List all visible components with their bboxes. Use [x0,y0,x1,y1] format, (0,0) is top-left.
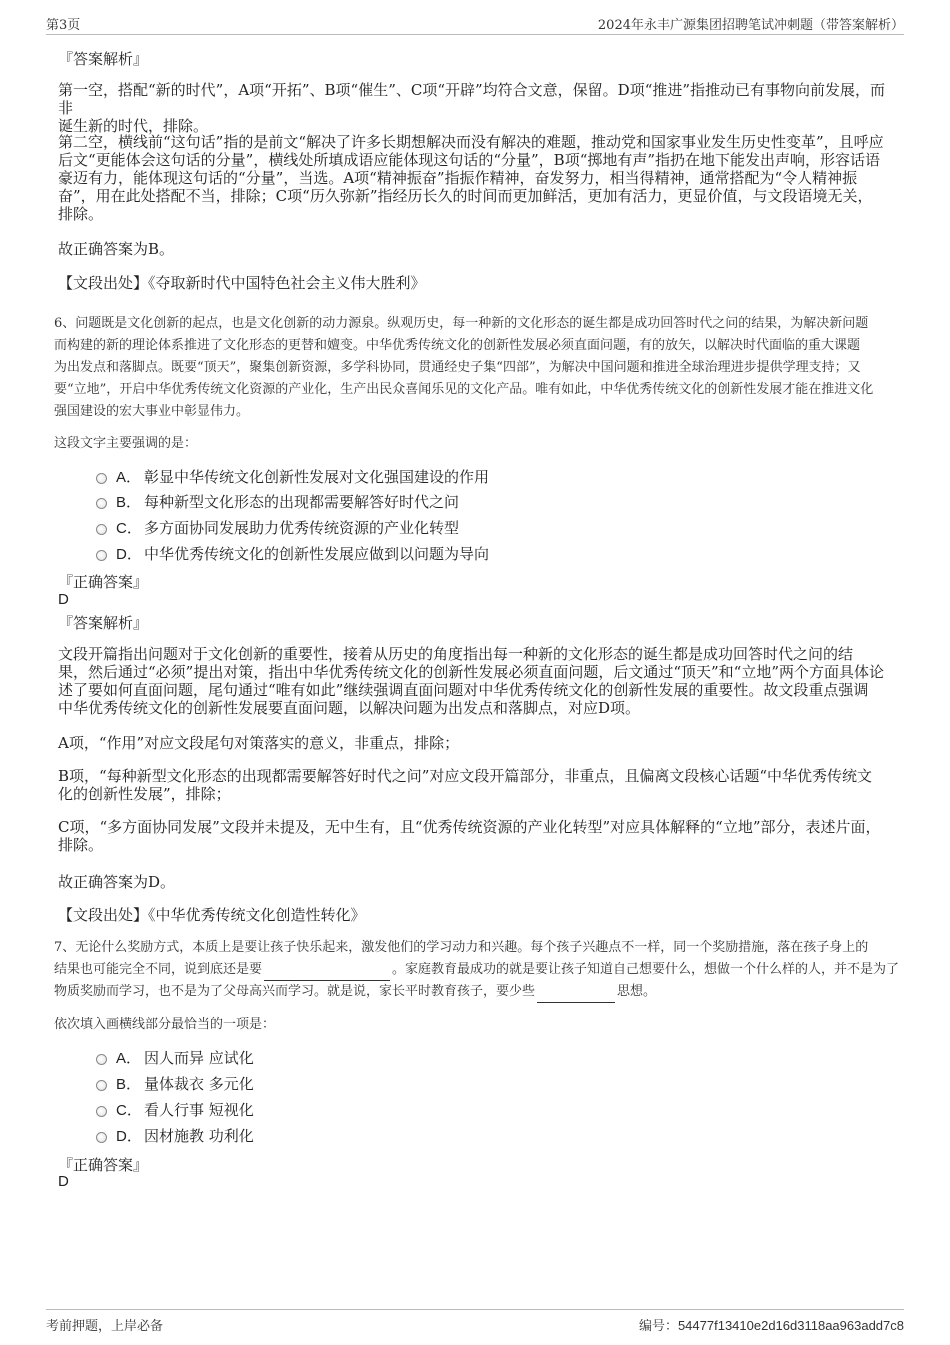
q6-analysis-p1 [58,645,894,717]
document-title: 2024年永丰广源集团招聘笔试冲刺题（带答案解析） [597,18,904,33]
q6-question-text [54,313,900,423]
option-text: 因材施教 功利化 [144,1126,254,1145]
q6-source: 【文段出处】《中华优秀传统文化创造性转化》 [58,906,366,924]
q6-option-d[interactable] [96,543,489,563]
option-letter: B． [116,1075,142,1093]
option-text: 彰显中华传统文化创新性发展对文化强国建设的作用 [144,467,490,486]
text-line: 述了要如何直面问题，尾句通过“唯有如此”继续强调直面问题对中华优秀传统文化的创新性发展的重要性。故文段重点强调 [58,681,869,699]
text-line: 强国建设的宏大事业中彰显伟力。 [54,404,250,419]
text-line: 化的创新性发展”，排除； [58,785,231,803]
q7-option-d[interactable] [96,1125,254,1145]
radio-button-icon[interactable] [96,473,107,484]
radio-button-icon[interactable] [96,1080,107,1091]
option-text: 量体裁衣 多元化 [144,1074,254,1093]
option-letter: C． [116,519,142,537]
radio-button-icon[interactable] [96,498,107,509]
option-text: 每种新型文化形态的出现都需要解答好时代之问 [144,492,460,511]
radio-button-icon[interactable] [96,524,107,535]
q5-conclusion: 故正确答案为B。 [58,240,175,258]
option-letter: A． [116,468,142,486]
text-line: C项，“多方面协同发展”文段并未提及，无中生有，且“优秀传统资源的产业化转型”对应具体解释的“立地”部分，表述片面， [58,818,881,836]
option-letter: D． [116,1127,142,1145]
text-line: 诞生新的时代，排除。 [58,117,209,135]
q6-conclusion: 故正确答案为D。 [58,873,176,891]
text-line: 7、无论什么奖励方式，本质上是要让孩子快乐起来，激发他们的学习动力和兴趣。每个孩子兴趣点不一样，同一个奖励措施，落在孩子身上的 [54,940,869,955]
option-letter: B． [116,493,142,511]
option-letter: D． [116,545,142,563]
text-line: 第一空，搭配“新的时代”，A项“开拓”、B项“催生”、C项“开辟”均符合文意，保留。D项“推进”指推动已有事物向前发展，而非 [58,81,886,117]
q5-source: 【文段出处】《夺取新时代中国特色社会主义伟大胜利》 [58,274,426,292]
text-segment: 。家庭教育最成功的就是要让孩子知道自己想要什么，想做一个什么样的人，并不是为了 [392,962,900,977]
option-text: 看人行事 短视化 [144,1100,254,1119]
q5-analysis-label: 『答案解析』 [58,50,149,68]
text-line: B项，“每种新型文化形态的出现都需要解答好时代之问”对应文段开篇部分，非重点，且偏离文段核心话题“中华优秀传统文 [58,767,873,785]
footer-code: 编号：54477f13410e2d16d3118aa963add7c8 [638,1318,904,1333]
page-number: 第3页 [46,18,81,33]
text-segment: 思想。 [617,984,657,999]
q5-analysis-p2 [58,133,894,223]
text-line: 排除。 [58,205,104,223]
q7-option-c[interactable] [96,1099,254,1119]
q6-answer: D [58,591,69,608]
fill-blank-1 [264,966,390,981]
option-text: 多方面协同发展助力优秀传统资源的产业化转型 [144,518,460,537]
q6-analysis-p4 [58,818,894,854]
text-line: 豪迈有力，能体现这句话的“分量”，当选。A项“精神振奋”指振作精神，奋发努力，相当得精神，通常搭配为“令人精神振 [58,169,858,187]
q6-option-c[interactable] [96,517,459,537]
text-line: 排除。 [58,836,104,854]
page-footer [46,1309,904,1334]
text-line: 中华优秀传统文化的创新性发展要直面问题，以解决问题为出发点和落脚点，对应D项。 [58,699,641,717]
q7-answer-label: 『正确答案』 [58,1156,149,1174]
option-text: 中华优秀传统文化的创新性发展应做到以问题为导向 [144,544,490,563]
q6-analysis-p3 [58,767,894,803]
radio-button-icon[interactable] [96,1054,107,1065]
text-line: 要“立地”，开启中华优秀传统文化资源的产业化，生产出民众喜闻乐见的文化产品。唯有如此，中华优秀传统文化的创新性发展才能在推进文化 [54,382,874,397]
q6-prompt: 这段文字主要强调的是： [54,436,198,451]
q7-prompt: 依次填入画横线部分最恰当的一项是： [54,1017,276,1032]
fill-blank-2 [537,988,615,1003]
text-line: 后文“更能体会这句话的分量”，横线处所填成语应能体现这句话的“分量”，B项“掷地有声”指扔在地下能发出声响，形容话语 [58,151,881,169]
q6-answer-label: 『正确答案』 [58,573,149,591]
q7-option-b[interactable] [96,1073,254,1093]
q7-question-text [54,937,900,1003]
text-line: 第二空，横线前“这句话”指的是前文“解决了许多长期想解决而没有解决的难题，推动党和国家事业发生历史性变革”，且呼应 [58,133,884,151]
radio-button-icon[interactable] [96,550,107,561]
q6-analysis-p2: A项，“作用”对应文段尾句对策落实的意义，非重点，排除； [58,734,460,752]
option-letter: A． [116,1049,142,1067]
text-segment: 物质奖励而学习，也不是为了父母高兴而学习。就是说，家长平时教育孩子，要少些 [54,984,536,999]
q5-analysis-p1 [58,81,894,135]
option-letter: C． [116,1101,142,1119]
radio-button-icon[interactable] [96,1106,107,1117]
text-line: 而构建的新的理论体系推进了文化形态的更替和嬗变。中华优秀传统文化的创新性发展必须直面问题，有的放矢，以解决时代面临的重大课题 [54,338,861,353]
text-line: 果，然后通过“必须”提出对策，指出中华优秀传统文化的创新性发展必须直面问题，后文通过“顶天”和“立地”两个方面具体论 [58,663,885,681]
q6-analysis-label: 『答案解析』 [58,614,149,632]
text-line [54,981,900,1003]
radio-button-icon[interactable] [96,1132,107,1143]
q6-option-a[interactable] [96,466,489,486]
option-text: 因人而异 应试化 [144,1048,254,1067]
q7-answer: D [58,1173,69,1190]
page-header [46,12,904,35]
text-line [54,959,900,981]
text-line: 6、问题既是文化创新的起点，也是文化创新的动力源泉。纵观历史，每一种新的文化形态的诞生都是成功回答时代之问的结果，为解决新问题 [54,316,869,331]
footer-slogan: 考前押题，上岸必备 [46,1319,164,1334]
text-line: 奋”，用在此处搭配不当，排除；C项“历久弥新”指经历长久的时间而更加鲜活，更加有活力，更显价值，与文段语境无关， [58,187,873,205]
q7-option-a[interactable] [96,1047,254,1067]
q6-option-b[interactable] [96,491,459,511]
text-line: 文段开篇指出问题对于文化创新的重要性，接着从历史的角度指出每一种新的文化形态的诞生都是成功回答时代之问的结 [58,645,854,663]
text-segment: 结果也可能完全不同，说到底还是要 [54,962,263,977]
text-line: 为出发点和落脚点。既要“顶天”，聚集创新资源，多学科协同，贯通经史子集“四部”，为解决中国问题和推进全球治理进步提供学理支持；又 [54,360,861,375]
